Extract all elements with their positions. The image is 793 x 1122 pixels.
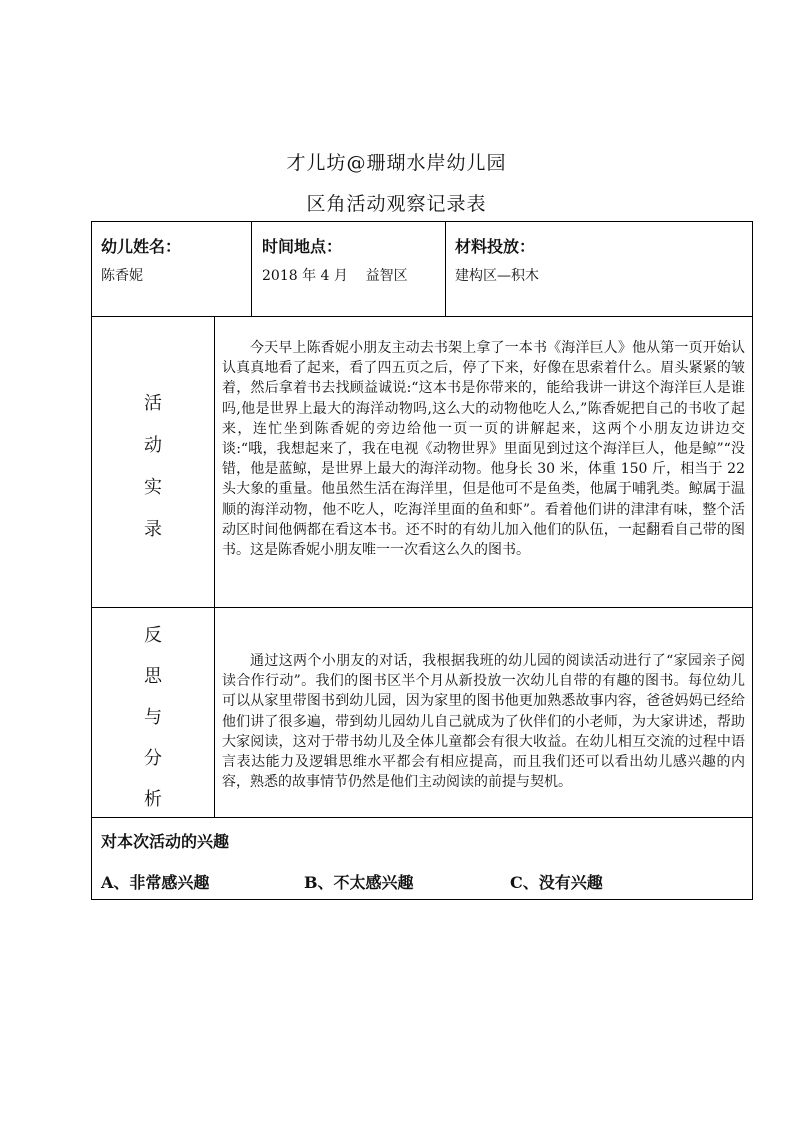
record-label-char: 活 bbox=[144, 393, 162, 414]
reflection-label-char: 思 bbox=[144, 666, 162, 687]
reflection-label-char: 析 bbox=[144, 789, 162, 810]
col-divider bbox=[214, 316, 215, 817]
row-divider bbox=[92, 607, 752, 608]
name-label: 幼儿姓名： bbox=[101, 237, 182, 256]
reflection-label-char: 反 bbox=[144, 625, 162, 646]
reflection-label-char: 分 bbox=[144, 748, 162, 769]
observation-table bbox=[91, 221, 753, 900]
material-label: 材料投放： bbox=[455, 237, 536, 256]
interest-option-b: B、不太感兴趣 bbox=[304, 873, 414, 892]
record-label-char: 动 bbox=[144, 435, 162, 456]
name-value: 陈香妮 bbox=[101, 268, 143, 284]
time-place-value: 2018 年 4 月 益智区 bbox=[262, 268, 408, 284]
school-title: 才儿坊@珊瑚水岸幼儿园 bbox=[286, 152, 507, 174]
material-value: 建构区—积木 bbox=[455, 268, 539, 284]
reflection-text: 通过这两个小朋友的对话，我根据我班的幼儿园的阅读活动进行了“家园亲子阅读合作行动”。我们的图书区半个月从新投放一次幼儿自带的有趣的图书。每位幼儿可以从家里带图书到幼儿园，因为家里的图书他更加熟悉故事内容，爸爸妈妈已经给他们讲了很多遍，带到幼儿园幼儿自己就成为了伙伴们的小老师，为大家讲述，帮助大家阅读，这对于带书幼儿及全体儿童都会有很大收益。在幼儿相互交流的过程中语言表达能力及逻辑思维水平都会有相应提高，而且我们还可以看出幼儿感兴趣的内容，熟悉的故事情节仍然是他们主动阅读的前提与契机。 bbox=[222, 653, 745, 791]
col-divider bbox=[251, 222, 252, 316]
time-place-label: 时间地点： bbox=[262, 237, 343, 256]
reflection-label-char: 与 bbox=[144, 707, 162, 728]
record-label-char: 录 bbox=[144, 519, 162, 540]
record-label-char: 实 bbox=[144, 477, 162, 498]
row-divider bbox=[92, 316, 752, 317]
form-title: 区角活动观察记录表 bbox=[306, 193, 487, 215]
interest-label: 对本次活动的兴趣 bbox=[101, 832, 230, 851]
col-divider bbox=[445, 222, 446, 316]
interest-option-a: A、非常感兴趣 bbox=[101, 873, 210, 892]
row-divider bbox=[92, 817, 752, 818]
interest-option-c: C、没有兴趣 bbox=[510, 873, 603, 892]
record-text: 今天早上陈香妮小朋友主动去书架上拿了一本书《海洋巨人》他从第一页开始认认真真地看了起来，看了四五页之后，停了下来，好像在思索着什么。眉头紧紧的皱着，然后拿着书去找顾益诚说:“这本书是你带来的，能给我讲一讲这个海洋巨人是谁吗,他是世界上最大的海洋动物吗,这么大的动物他吃人么,”陈香妮把自己的书收了起来，连忙坐到陈香妮的旁边给他一页一页的讲解起来，这两个小朋友边讲边交谈:“哦，我想起来了，我在电视《动物世界》里面见到过这个海洋巨人，他是鲸”“没错，他是蓝鲸，是世界上最大的海洋动物。他身长 30 米，体重 150 斤，相当于 22 头大象的重量。他虽然生活在海洋里，但是他可不是鱼类，他属于哺乳类。鲸属于温顺的海洋动物，他不吃人，吃海洋里面的鱼和虾”。看着他们讲的津津有味，整个活动区时间他俩都在看这本书。还不时的有幼儿加入他们的队伍，一起翻看自己带的图书。这是陈香妮小朋友唯一一次看这么久的图书。 bbox=[222, 340, 745, 559]
